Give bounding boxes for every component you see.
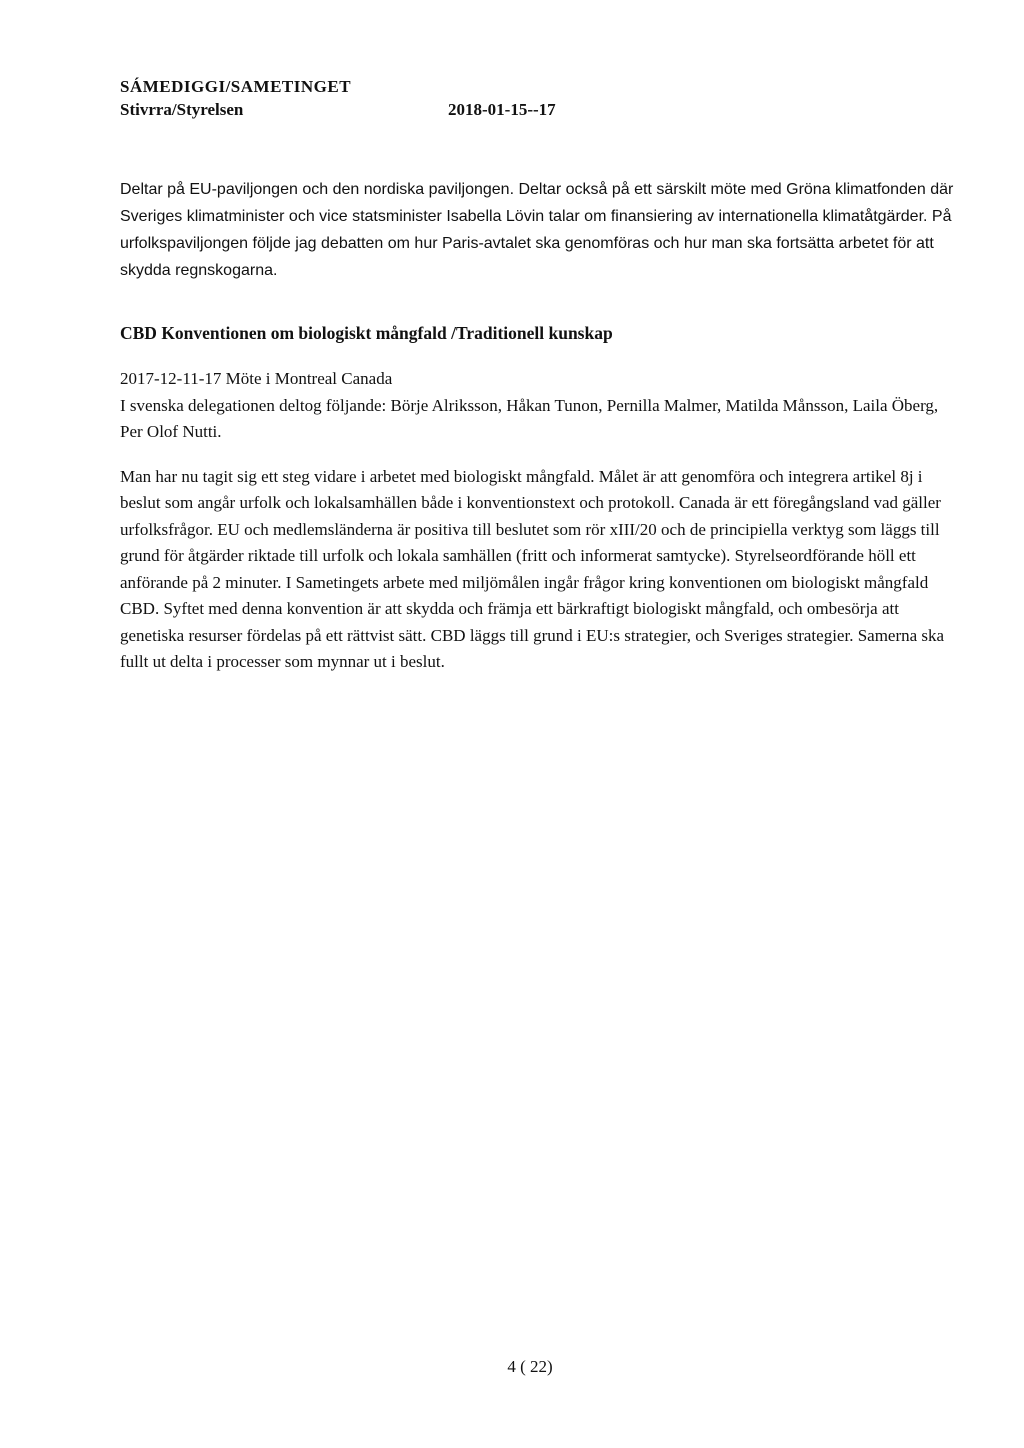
- page-number-footer: [0, 1357, 1024, 1377]
- document-body: [120, 176, 962, 676]
- meeting-line: 2017-12-11-17 Möte i Montreal Canada: [120, 369, 393, 388]
- delegation-paragraph: I svenska delegationen deltog följande: Börje Alriksson, Håkan Tunon, Pernilla Malmer, Matilda Månsson, Laila Öberg, Per Olof Nutti.: [120, 395, 939, 441]
- document-header: [120, 76, 720, 122]
- board-name: Stivrra/Styrelsen: [120, 100, 244, 119]
- header-row: [120, 98, 720, 122]
- organization-name: SÁMEDIGGI/SAMETINGET: [120, 77, 352, 96]
- section-heading: CBD Konventionen om biologiskt mångfald /Traditionell kunskap: [120, 323, 613, 343]
- intro-paragraph: Deltar på EU-paviljongen och den nordiska paviljongen. Deltar också på ett särskilt möte med Gröna klimatfonden där Sveriges klimatminister och vice statsminister Isabella Lövin talar om finansiering av internationella klimatåtgärder. På urfolkspaviljongen följde jag debatten om hur Paris-avtalet ska genomföras och hur man ska fortsätta arbetet för att skydda regnskogarna.: [120, 181, 954, 279]
- document-date: 2018-01-15--17: [448, 100, 556, 119]
- body-paragraph: Man har nu tagit sig ett steg vidare i arbetet med biologiskt mångfald. Målet är att genomföra och integrera artikel 8j i beslut som angår urfolk och lokalsamhällen både i konventionstext och protokoll. Canada är ett föregångsland vad gäller urfolksfrågor. EU och medlemsländerna är positiva till beslutet som rör xIII/20 och de principiella verktyg som läggs till grund för åtgärder riktade till urfolk och lokala samhällen (fritt och informerat samtycke). Styrelseordförande höll ett anförande på 2 minuter. I Sametingets arbete med miljömålen ingår frågor kring konventionen om biologiskt mångfald CBD. Syftet med denna konvention är att skydda och främja ett bärkraftigt biologiskt mångfald, och ombesörja att genetiska resurser fördelas på ett rättvist sätt. CBD läggs till grund i EU:s strategier, och Sveriges strategier. Samerna ska fullt ut delta i processer som mynnar ut i beslut.: [120, 466, 945, 671]
- page-number: 4 ( 22): [507, 1357, 553, 1376]
